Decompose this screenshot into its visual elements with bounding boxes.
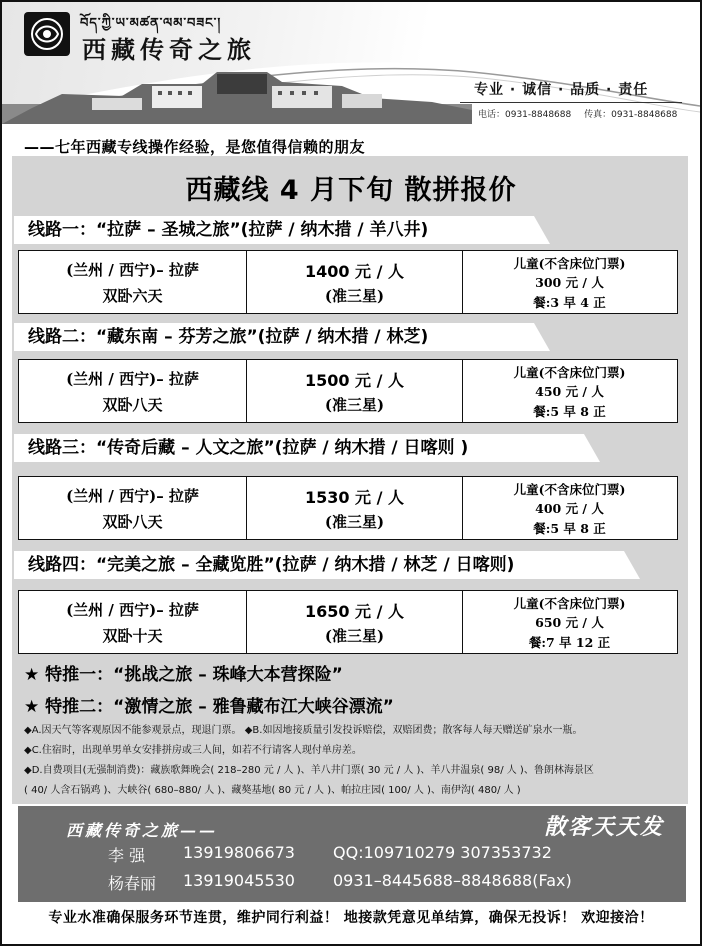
route-origin: (兰州 / 西宁)– 拉萨 [66,487,199,505]
header-phone: 电话：0931-8848688 [478,110,572,120]
route-label: 线路二：“藏东南 – 芬芳之旅”(拉萨 / 纳木措 / 林芝) [14,323,534,351]
route-origin: (兰州 / 西宁)– 拉萨 [66,261,199,279]
child-price: 300 元 / 人 [535,275,604,290]
route-hotel: (准三星) [324,513,385,531]
route-duration: 双卧十天 [102,627,163,645]
company-motto: 专业 · 诚信 · 品质 · 责任 [474,82,649,98]
contact-phone: 13919806673 [183,843,295,862]
footer-tagline: 散客天天发 [543,814,664,840]
slogan: ——七年西藏专线操作经验，是您值得信赖的朋友 [24,138,366,156]
qq-numbers: QQ:109710279 307353732 [333,843,552,862]
child-price: 650 元 / 人 [535,615,604,630]
child-price-label: 儿童(不含床位门票) [513,596,626,611]
meals-info: 餐:3 早 4 正 [533,295,606,310]
route-price: 1500 元 / 人 [304,371,405,390]
route-label: 线路四：“完美之旅 – 全藏览胜”(拉萨 / 纳木措 / 林芝 / 日喀则) [14,551,624,579]
route-origin: (兰州 / 西宁)– 拉萨 [66,370,199,388]
route-price: 1400 元 / 人 [304,262,405,281]
route-duration: 双卧六天 [102,287,163,305]
tel-fax: 0931–8445688–8848688(Fax) [333,871,572,890]
header-fax: 传真：0931-8848688 [584,110,678,120]
special-route: ★ 特推一：“挑战之旅 – 珠峰大本营探险” [24,665,343,685]
note-line: ◆C.住宿时，出现单男单女安排拼房或三人间，如若不行请客人现付单房差。 [24,745,362,756]
child-price: 400 元 / 人 [535,501,604,516]
child-price-label: 儿童(不含床位门票) [513,256,626,271]
meals-info: 餐:5 早 8 正 [533,404,606,419]
page-title: 西藏线 4 月下旬 散拼报价 [185,175,517,206]
route-banner-tails [2,2,700,946]
brand-name: 西藏传奇之旅 [82,35,256,64]
tibetan-brand-text: བོད་ཀྱི་ཡ་མཚན་ལམ་བཟང་། [80,16,222,31]
route-origin: (兰州 / 西宁)– 拉萨 [66,601,199,619]
child-price: 450 元 / 人 [535,384,604,399]
footer-brand: 西藏传奇之旅—— [66,821,219,840]
route-label: 线路一：“拉萨 – 圣城之旅”(拉萨 / 纳木措 / 羊八井) [14,216,534,244]
special-route: ★ 特推二：“激情之旅 – 雅鲁藏布江大峡谷漂流” [24,697,394,717]
route-hotel: (准三星) [324,627,385,645]
note-line: ( 40/ 人含石锅鸡 )、大峡谷( 680–880/ 人 )、藏獒基地( 80 元 / 人 )、帕拉庄园( 100/ 人 )、南伊沟( 480/ 人 ) [24,785,521,796]
child-price-label: 儿童(不含床位门票) [513,482,626,497]
meals-info: 餐:5 早 8 正 [533,521,606,536]
child-price-label: 儿童(不含床位门票) [513,365,626,380]
bottom-slogan: 专业水准确保服务环节连贯，维护同行利益！ 地接款凭意见单结算，确保无投诉！ 欢迎接洽！ [48,910,654,926]
meals-info: 餐:7 早 12 正 [528,635,611,650]
contact-name: 杨春丽 [108,874,157,893]
route-price: 1530 元 / 人 [304,488,405,507]
route-label: 线路三：“传奇后藏 – 人文之旅”(拉萨 / 纳木措 / 日喀则 ) [14,434,584,462]
route-hotel: (准三星) [324,287,385,305]
contact-name: 李 强 [108,846,146,865]
route-duration: 双卧八天 [102,513,163,531]
route-price: 1650 元 / 人 [304,602,405,621]
route-duration: 双卧八天 [102,396,163,414]
route-hotel: (准三星) [324,396,385,414]
contact-phone: 13919045530 [183,871,295,890]
note-line: ◆A.因天气等客观原因不能参观景点，现退门票。 ◆B.如因地接质量引发投诉赔偿，双赔团费；散客每人每天赠送矿泉水一瓶。 [24,725,583,736]
note-line: ◆D.自费项目(无强制消费)：藏族歌舞晚会( 218–280 元 / 人 )、羊八井门票( 30 元 / 人 )、羊八井温泉( 98/ 人 )、鲁朗林海景区 [24,765,594,776]
